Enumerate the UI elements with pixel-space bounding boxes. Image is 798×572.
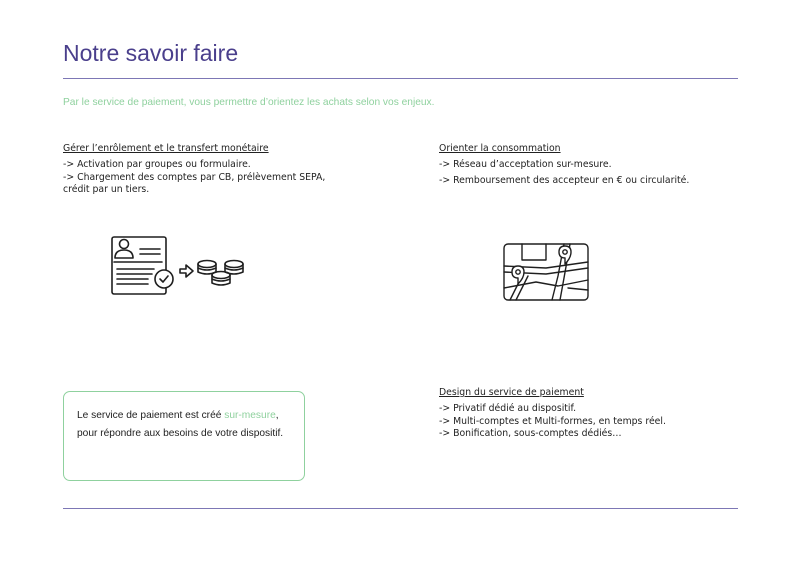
consommation-line: -> Remboursement des accepteur en € ou circularité. [439, 174, 690, 186]
sur-mesure-callout [63, 391, 305, 481]
map-pins-icon [502, 242, 590, 302]
consommation-section [439, 143, 759, 190]
page-subtitle: Par le service de paiement, vous permettre d’orientez les achats selon vos enjeux. [63, 97, 435, 108]
design-section [439, 387, 759, 441]
design-line: -> Multi-comptes et Multi-formes, en temps réel. [439, 415, 666, 427]
footer-divider [63, 508, 738, 509]
page-title: Notre savoir faire [63, 40, 239, 66]
design-heading: Design du service de paiement [439, 387, 584, 398]
design-line: -> Bonification, sous-comptes dédiés… [439, 428, 622, 440]
callout-highlight: sur-mesure [224, 410, 276, 421]
design-line: -> Privatif dédié au dispositif. [439, 403, 577, 415]
enrolment-heading: Gérer l’enrôlement et le transfert monétaire [63, 143, 269, 154]
enrolment-line: crédit par un tiers. [63, 184, 150, 196]
enrolment-section [63, 143, 383, 197]
consommation-heading: Orienter la consommation [439, 143, 561, 154]
enrolment-line: -> Activation par groupes ou formulaire. [63, 159, 251, 171]
callout-text-end: , pour répondre aux besoins de votre dispositif. [77, 410, 284, 439]
consommation-line: -> Réseau d’acceptation sur-mesure. [439, 159, 612, 171]
callout-text: Le service de paiement est créé [77, 410, 225, 421]
title-divider [63, 78, 738, 79]
id-card-to-coins-icon [110, 234, 252, 298]
enrolment-line: -> Chargement des comptes par CB, prélèvement SEPA, [63, 171, 326, 183]
